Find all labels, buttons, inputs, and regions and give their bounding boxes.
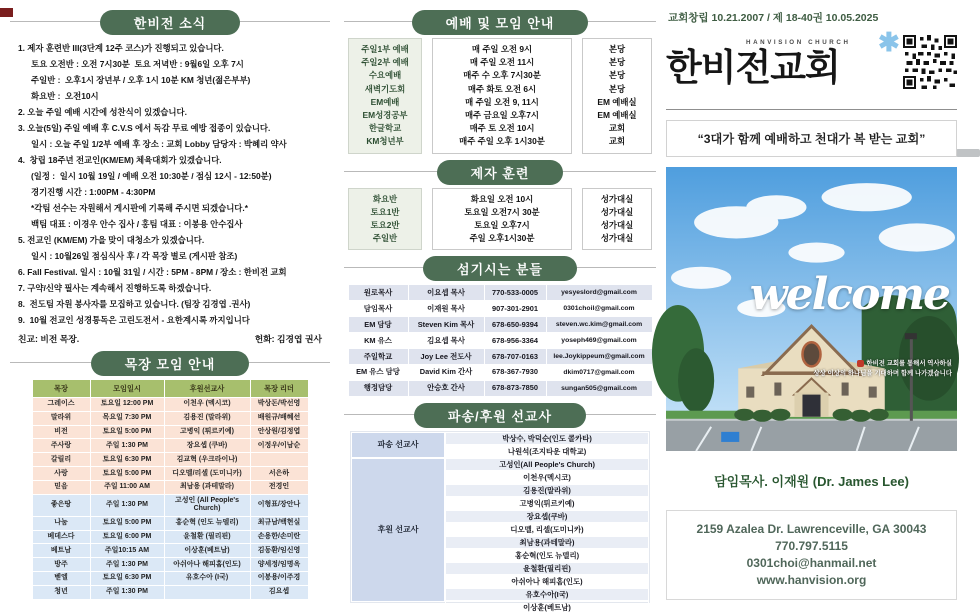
class-label: 주일반 — [372, 233, 398, 244]
table-row — [32, 453, 308, 467]
discipleship-table — [344, 188, 656, 251]
discipleship-title: 제자 훈련 — [437, 160, 564, 185]
worship-time: 매 주일 오전 9시 — [471, 44, 533, 54]
pastor-line: 담임목사. 이재원 (Dr. James Lee) — [714, 474, 909, 489]
email-cell: dkim0717@gmail.com — [546, 365, 652, 381]
address-line: 0301choi@hanmail.net — [746, 556, 877, 570]
name-cell: 이재원 목사 — [408, 301, 484, 317]
worship-time: 매주 토 오전 10시 — [469, 123, 535, 134]
missions-table — [350, 431, 650, 612]
phone-cell: 678-956-3364 — [484, 333, 546, 349]
leader-cell: 김동환/임신영 — [250, 544, 308, 558]
worship-label: 주일2부 예배 — [361, 57, 409, 68]
news-item: 8. 전도팀 자원 봉사자를 모집하고 있습니다. (팀장 김경엽 .권사) — [18, 299, 251, 309]
news-title: 한비전 소식 — [100, 10, 240, 35]
worship-time: 매 주일 오전 11시 — [469, 57, 535, 68]
table-row — [348, 365, 652, 381]
name-cell: David Kim 간사 — [408, 365, 484, 381]
leader-cell: 이봉용/이주경 — [250, 571, 308, 585]
discipleship-times — [432, 188, 572, 251]
table-row — [32, 480, 308, 494]
name-cell: Joy Lee 전도사 — [408, 349, 484, 365]
table-row — [348, 285, 652, 301]
phone-cell: 678-367-7930 — [484, 365, 546, 381]
mokjang-name-cell: 사랑 — [32, 467, 90, 481]
mokjang-name-cell: 주사랑 — [32, 439, 90, 453]
church-logo — [666, 27, 957, 97]
worship-place: 교회 — [608, 136, 626, 147]
table-row — [32, 530, 308, 544]
table-row — [32, 558, 308, 572]
worship-time: 매주 금요일 오후7시 — [464, 110, 540, 121]
phone-cell: 678-873-7850 — [484, 380, 546, 396]
news-item: 일시 : 10월26일 점심식사 후 / 각 목장 별로 (게시판 참조) — [31, 251, 238, 261]
supported-missionaries-label: 후원 선교사 — [351, 458, 445, 602]
class-time: 토요일 오후7시 — [474, 220, 530, 231]
worship-place: 교회 — [608, 123, 626, 134]
list-item: 나원석(조지타운 대학교) — [445, 445, 649, 458]
mokjang-name-cell: 청년 — [32, 585, 90, 599]
list-item: 디오멜, 리셀(도미니카) — [445, 523, 649, 536]
news-item: 9. 10월 전교인 성경통독은 고린도전서 - 요한계시록 까지입니다 — [18, 315, 250, 325]
leader-cell: 안상원/김정엽 — [250, 425, 308, 439]
worship-place: EM 예배실 — [597, 96, 637, 107]
left-panel — [10, 4, 330, 600]
missionary-cell: 홍순혁 (인도 뉴델리) — [164, 516, 250, 530]
meeting-time-cell: 주일 1:30 PM — [90, 494, 164, 516]
flower-credit: 헌화: 김경엽 권사 — [254, 334, 322, 344]
table-row — [32, 398, 308, 412]
missions-title: 파송/후원 선교사 — [414, 403, 586, 428]
worship-time: 매 주일 오전 9, 11시 — [465, 96, 539, 107]
list-item: 이상훈(베트남) — [445, 601, 649, 614]
divider — [666, 109, 957, 110]
missions-values — [445, 432, 649, 612]
name-cell: Steven Kim 목사 — [408, 317, 484, 333]
list-item: 윤철환(필리핀) — [445, 562, 649, 575]
table-row — [32, 571, 308, 585]
news-item: 토요 오전반 : 오전 7시30분 토요 저녁반 : 9월6일 오후 7시 — [31, 59, 244, 69]
role-cell: 담임목사 — [348, 301, 408, 317]
mokjang-name-cell: 믿음 — [32, 480, 90, 494]
news-item: 1. 제자 훈련반 III(3단계 12주 코스)가 진행되고 있습니다. — [18, 43, 224, 53]
table-row — [32, 425, 308, 439]
email-cell: sungan505@gmail.com — [546, 380, 652, 396]
meeting-time-cell: 토요일 5:00 PM — [90, 425, 164, 439]
role-cell: 주일학교 — [348, 349, 408, 365]
role-cell: EM 유스 담당 — [348, 365, 408, 381]
class-label: 토요1반 — [370, 206, 400, 217]
missionary-cell — [164, 585, 250, 599]
table-row — [348, 333, 652, 349]
leader-cell: 최규남/백현실 — [250, 516, 308, 530]
column-header: 후원선교사 — [164, 380, 250, 398]
mokjang-table — [32, 379, 309, 600]
news-section-header — [10, 10, 330, 32]
meeting-time-cell: 토요일 5:00 PM — [90, 516, 164, 530]
missionary-cell: 유호수아 (I국) — [164, 571, 250, 585]
class-place: 성가대실 — [600, 220, 634, 231]
serving-title: 섬기시는 분들 — [423, 256, 577, 281]
missionary-cell: 이상훈(베트남) — [164, 544, 250, 558]
meeting-time-cell: 토요일 6:30 PM — [90, 571, 164, 585]
class-place: 성가대실 — [600, 193, 634, 204]
logo-subtext: HANVISION CHURCH — [746, 39, 851, 46]
class-place: 성가대실 — [600, 233, 634, 244]
news-item: 7. 구약/신약 필사는 계속해서 진행하도록 하겠습니다. — [18, 283, 212, 293]
fold-mark — [956, 149, 980, 157]
news-item: 3. 오늘(5일) 주일 예배 후 C.V.S 에서 독감 무료 예방 접종이 있습니다. — [18, 123, 271, 133]
mokjang-name-cell: 베트남 — [32, 544, 90, 558]
mokjang-name-cell: 비전 — [32, 425, 90, 439]
worship-place: 본당 — [608, 83, 626, 94]
worship-label: 새벽기도회 — [364, 83, 406, 94]
table-row — [32, 411, 308, 425]
leader-cell: 전경인 — [250, 480, 308, 494]
address-line: 2159 Azalea Dr. Lawrenceville, GA 30043 — [696, 522, 927, 536]
name-cell: 이요셉 목사 — [408, 285, 484, 301]
leader-cell: 배원규/배혜선 — [250, 411, 308, 425]
news-item: 4. 창립 18주년 전교인(KM/EM) 체육대회가 있겠습니다. — [18, 155, 222, 165]
news-item: 주일반 : 오후1시 장년부 / 오후 1시 10분 KM 청년(젊은부부) — [31, 75, 251, 85]
class-label: 토요2반 — [370, 220, 400, 231]
news-item: *각팀 선수는 자원해서 게시판에 기록해 주시면 되겠습니다.* — [31, 203, 248, 213]
news-item: 5. 전교인 (KM/EM) 가을 맞이 대청소가 있겠습니다. — [18, 235, 205, 245]
list-item: 고병익(튀르키예) — [445, 497, 649, 510]
meeting-time-cell: 주일 1:30 PM — [90, 439, 164, 453]
table-row — [348, 317, 652, 333]
qr-code-icon — [903, 35, 957, 89]
list-item: 김용진(말라위) — [445, 484, 649, 497]
mokjang-name-cell: 벧엘 — [32, 571, 90, 585]
church-slogan: “3대가 함께 예배하고 천대가 복 받는 교회” — [697, 132, 926, 146]
email-cell: yesyeslord@gmail.com — [546, 285, 652, 301]
missionary-cell: 고성인 (All People's Church) — [164, 494, 250, 516]
worship-time: 매주 화토 오전 6시 — [467, 83, 537, 94]
stop-sign-icon — [857, 360, 864, 367]
address-line: 770.797.5115 — [775, 539, 848, 553]
table-row — [32, 494, 308, 516]
mokjang-name-cell: 그레이스 — [32, 398, 90, 412]
worship-label: KM청년부 — [366, 136, 404, 147]
address-box — [666, 510, 957, 600]
name-cell: 안승호 간사 — [408, 380, 484, 396]
worship-label: 수요예배 — [368, 70, 402, 81]
founding-line: 교회창립 10.21.2007 / 제 18-40권 10.05.2025 — [668, 12, 879, 24]
table-row — [32, 585, 308, 599]
missionary-cell: 김용진 (말라위) — [164, 411, 250, 425]
email-cell: 0301choil@gmail.com — [546, 301, 652, 317]
leader-cell: 서은하 — [250, 467, 308, 481]
news-list — [10, 40, 330, 328]
mokjang-name-cell: 나눔 — [32, 516, 90, 530]
right-panel — [666, 2, 957, 600]
mokjang-title: 목장 모임 안내 — [91, 351, 250, 376]
table-row — [32, 516, 308, 530]
missionary-cell: 김교혁 (우크라이나) — [164, 453, 250, 467]
meeting-time-cell: 토요일 12:00 PM — [90, 398, 164, 412]
news-item: 6. Fall Festival. 일시 : 10월 31일 / 시간 : 5PM - 8PM / 장소 : 한비전 교회 — [18, 267, 287, 277]
meeting-time-cell: 토요일 5:00 PM — [90, 467, 164, 481]
meeting-time-cell: 주일 1:30 PM — [90, 585, 164, 599]
serving-table — [348, 284, 653, 396]
news-item: 2. 오늘 주일 예배 시간에 성찬식이 있겠습니다. — [18, 107, 187, 117]
worship-table — [344, 38, 656, 154]
table-row — [348, 380, 652, 396]
table-row — [32, 544, 308, 558]
column-header: 목장 리더 — [250, 380, 308, 398]
mokjang-name-cell: 좋은땅 — [32, 494, 90, 516]
worship-label: 주일1부 예배 — [361, 44, 409, 54]
missionary-cell: 이천우 (멕시코) — [164, 398, 250, 412]
worship-label: EM예배 — [370, 96, 400, 107]
list-item: 유호수아(I국) — [445, 588, 649, 601]
email-cell: yoseph469@gmail.com — [546, 333, 652, 349]
class-time: 화요일 오전 10시 — [470, 193, 534, 204]
star-icon: ✱ — [878, 27, 900, 57]
worship-title: 예배 및 모임 안내 — [412, 10, 589, 35]
missionary-cell: 고병익 (튀르키예) — [164, 425, 250, 439]
worship-label: EM성경공부 — [362, 110, 408, 121]
phone-cell: 907-301-2901 — [484, 301, 546, 317]
mokjang-name-cell: 말라위 — [32, 411, 90, 425]
supported-missionaries-list — [445, 458, 649, 614]
address-line: www.hanvision.org — [756, 573, 867, 587]
leader-cell: 이형표/장안나 — [250, 494, 308, 516]
worship-place: 본당 — [608, 44, 626, 54]
worship-place: EM 예배실 — [597, 110, 637, 121]
missionary-cell: 아쉬아나 해피홈(인도) — [164, 558, 250, 572]
missionary-cell: 최남용 (과테말라) — [164, 480, 250, 494]
leader-cell: 이정우/이남순 — [250, 439, 308, 453]
photo-caption — [813, 359, 952, 379]
mokjang-name-cell: 베데스다 — [32, 530, 90, 544]
news-item: 화요반 : 오전10시 — [31, 91, 99, 101]
worship-labels — [348, 38, 422, 154]
leader-cell — [250, 453, 308, 467]
worship-place: 본당 — [608, 70, 626, 81]
role-cell: 행정담당 — [348, 380, 408, 396]
photo-caption-line1: 한비전 교회를 통해서 역사하실 — [866, 360, 952, 367]
missionary-cell: 장요셉 (쿠바) — [164, 439, 250, 453]
church-photo — [666, 167, 957, 451]
email-cell: lee.Joykippeum@gmail.com — [546, 349, 652, 365]
meeting-time-cell: 토요일 6:30 PM — [90, 453, 164, 467]
logo-text: 한비전교회 — [666, 47, 840, 88]
phone-cell: 770-533-0005 — [484, 285, 546, 301]
mokjang-section-header — [10, 351, 330, 373]
sent-missionaries-list — [445, 432, 649, 458]
column-header: 목장 — [32, 380, 90, 398]
list-item: 홍순혁(인도 뉴델리) — [445, 549, 649, 562]
phone-cell: 678-707-0163 — [484, 349, 546, 365]
list-item: 고성인(All People's Church) — [445, 458, 649, 471]
mokjang-header-row — [32, 380, 308, 398]
list-item: 아쉬아나 해피홈(인도) — [445, 575, 649, 588]
news-item: 일시 : 오늘 주일 1/2부 예배 후 장소 : 교회 Lobby 담당자 : 박혜리 약사 — [31, 139, 287, 149]
worship-times — [432, 38, 572, 154]
serving-section-header — [344, 256, 656, 278]
slogan-box — [666, 120, 957, 157]
worship-section-header — [344, 10, 656, 32]
column-header: 모임일시 — [90, 380, 164, 398]
news-item: 백팀 대표 : 이경우 안수 집사 / 홍팀 대표 : 이봉용 안수집사 — [31, 219, 243, 229]
leader-cell: 박상돈/박선영 — [250, 398, 308, 412]
news-footer — [18, 332, 322, 345]
leader-cell: 손용한/손미란 — [250, 530, 308, 544]
leader-cell: 김요셉 — [250, 585, 308, 599]
meeting-time-cell: 목요일 7:30 PM — [90, 411, 164, 425]
list-item: 이천우(멕시코) — [445, 471, 649, 484]
photo-caption-line2: 상상 이상의 하나님을 기대하며 함께 나가겠습니다 — [813, 370, 952, 377]
mokjang-name-cell: 갈릴리 — [32, 453, 90, 467]
meeting-time-cell: 토요일 6:00 PM — [90, 530, 164, 544]
worship-time: 매주 수 오후 7시30분 — [463, 70, 541, 81]
role-cell: 원로목사 — [348, 285, 408, 301]
meeting-time-cell: 주일 11:00 AM — [90, 480, 164, 494]
email-cell: steven.wc.kim@gmail.com — [546, 317, 652, 333]
class-time: 주일 오후1시30분 — [469, 233, 535, 244]
list-item: 박상수, 박덕순(인도 콜카타) — [445, 432, 649, 445]
worship-time: 매주 주일 오후 1시30분 — [459, 136, 545, 147]
news-item: 경기진행 시간 : 1:00PM - 4:30PM — [31, 187, 156, 197]
missionary-cell: 디오멜/리셀 (도미니카) — [164, 467, 250, 481]
meeting-time-cell: 주일10:15 AM — [90, 544, 164, 558]
table-row — [32, 467, 308, 481]
discipleship-section-header — [344, 160, 656, 182]
discipleship-labels — [348, 188, 422, 251]
class-label: 화요반 — [372, 193, 398, 204]
name-cell: 김요셉 목사 — [408, 333, 484, 349]
sent-missionaries-label: 파송 선교사 — [351, 432, 445, 458]
list-item: 장요셉(쿠바) — [445, 510, 649, 523]
table-row — [32, 439, 308, 453]
class-place: 성가대실 — [600, 206, 634, 217]
mokjang-name-cell: 방주 — [32, 558, 90, 572]
middle-panel — [344, 4, 656, 612]
table-row — [348, 301, 652, 317]
welcome-overlay-text: welcome — [749, 269, 949, 320]
fellowship-credit: 친교: 비전 목장. — [18, 334, 80, 344]
class-time: 토요일 오전7시 30분 — [464, 206, 540, 217]
table-row — [348, 349, 652, 365]
discipleship-places — [582, 188, 652, 251]
missions-section-header — [344, 403, 656, 425]
missionary-cell: 윤철환 (필리핀) — [164, 530, 250, 544]
role-cell: EM 담당 — [348, 317, 408, 333]
worship-place: 본당 — [608, 57, 626, 68]
leader-cell: 양세정/임명옥 — [250, 558, 308, 572]
worship-places — [582, 38, 652, 154]
list-item: 최남용(과테말라) — [445, 536, 649, 549]
role-cell: KM 유스 — [348, 333, 408, 349]
news-item: (일정 : 일시 10월 19일 / 예배 오전 10:30분 / 점심 12시 - 12:50분) — [31, 171, 272, 181]
missions-labels — [351, 432, 445, 602]
worship-label: 한글학교 — [368, 123, 402, 134]
phone-cell: 678-650-9394 — [484, 317, 546, 333]
meeting-time-cell: 주일 1:30 PM — [90, 558, 164, 572]
